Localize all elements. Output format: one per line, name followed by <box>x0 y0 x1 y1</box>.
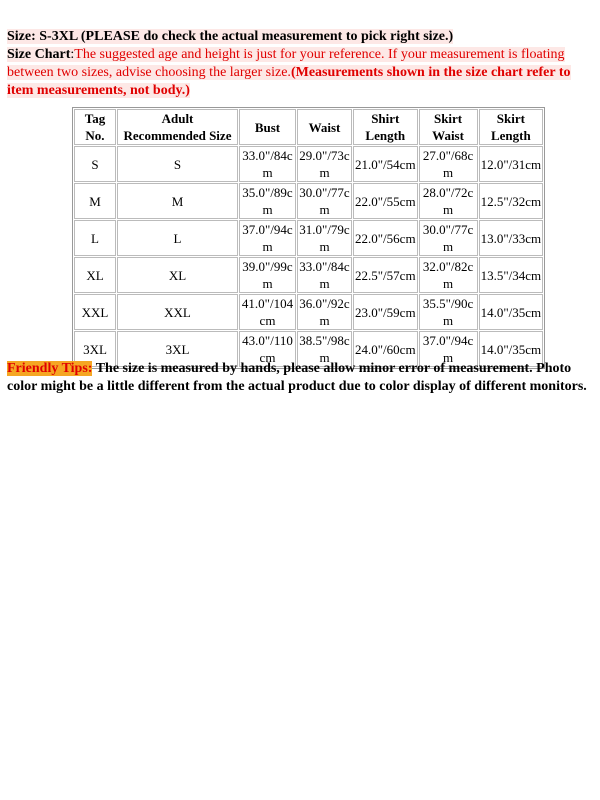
shirt-length-cell: 22.0"/56cm <box>353 220 418 256</box>
bust-cell: 43.0"/110cm <box>239 331 296 367</box>
skirt-waist-cell: 27.0"/68cm <box>419 146 478 182</box>
adult-size-cell: L <box>117 220 238 256</box>
skirt-length-cell: 13.5"/34cm <box>479 257 544 293</box>
size-chart-label: Size Chart <box>7 47 71 62</box>
header-shirt-length: Shirt Length <box>353 109 418 145</box>
adult-size-cell: XL <box>117 257 238 293</box>
skirt-waist-cell: 30.0"/77cm <box>419 220 478 256</box>
waist-cell: 29.0"/73cm <box>297 146 352 182</box>
adult-size-cell: 3XL <box>117 331 238 367</box>
bust-cell: 33.0"/84cm <box>239 146 296 182</box>
bust-cell: 35.0"/89cm <box>239 183 296 219</box>
tag-cell: XL <box>74 257 116 293</box>
bust-cell: 41.0"/104cm <box>239 294 296 330</box>
tag-cell: M <box>74 183 116 219</box>
header-skirt-waist: Skirt Waist <box>419 109 478 145</box>
skirt-length-cell: 13.0"/33cm <box>479 220 544 256</box>
tag-cell: S <box>74 146 116 182</box>
skirt-waist-cell: 28.0"/72cm <box>419 183 478 219</box>
bust-cell: 37.0"/94cm <box>239 220 296 256</box>
shirt-length-cell: 23.0"/59cm <box>353 294 418 330</box>
header-bust: Bust <box>239 109 296 145</box>
skirt-length-cell: 14.0"/35cm <box>479 331 544 367</box>
shirt-length-cell: 21.0"/54cm <box>353 146 418 182</box>
size-chart-note <box>7 46 595 100</box>
table-row <box>74 220 543 256</box>
waist-cell: 31.0"/79cm <box>297 220 352 256</box>
waist-cell: 36.0"/92cm <box>297 294 352 330</box>
size-range-line <box>7 28 453 46</box>
size-range-text: Size: S-3XL (PLEASE do check the actual measurement to pick right size.) <box>7 29 454 44</box>
skirt-length-cell: 12.5"/32cm <box>479 183 544 219</box>
skirt-waist-cell: 37.0"/94cm <box>419 331 478 367</box>
table-header-row <box>74 109 543 145</box>
adult-size-cell: S <box>117 146 238 182</box>
friendly-tips-label: Friendly Tips: <box>7 361 93 376</box>
table-row <box>74 257 543 293</box>
skirt-length-cell: 12.0"/31cm <box>479 146 544 182</box>
size-chart-advice: The suggested age and height is just for your reference. If your measurement is floating between two sizes, advise choosing the larger size. <box>7 47 565 80</box>
tag-cell: XXL <box>74 294 116 330</box>
skirt-length-cell: 14.0"/35cm <box>479 294 544 330</box>
waist-cell: 33.0"/84cm <box>297 257 352 293</box>
shirt-length-cell: 22.0"/55cm <box>353 183 418 219</box>
table-row <box>74 294 543 330</box>
size-chart-table <box>72 107 545 369</box>
shirt-length-cell: 22.5"/57cm <box>353 257 418 293</box>
bust-cell: 39.0"/99cm <box>239 257 296 293</box>
skirt-waist-cell: 32.0"/82cm <box>419 257 478 293</box>
header-skirt-length: Skirt Length <box>479 109 544 145</box>
waist-cell: 38.5"/98cm <box>297 331 352 367</box>
adult-size-cell: M <box>117 183 238 219</box>
header-tag-no: Tag No. <box>74 109 116 145</box>
table-row <box>74 146 543 182</box>
friendly-tips-text: The size is measured by hands, please allow minor error of measurement. Photo color might be a little different from the actual product due to color display of different monitors. <box>7 361 587 394</box>
header-waist: Waist <box>297 109 352 145</box>
tag-cell: L <box>74 220 116 256</box>
size-chart-measurement-note: (Measurements shown in the size chart refer to item measurements, not body.) <box>7 65 571 98</box>
adult-size-cell: XXL <box>117 294 238 330</box>
size-chart-colon: : <box>70 47 75 62</box>
table-row <box>74 183 543 219</box>
shirt-length-cell: 24.0"/60cm <box>353 331 418 367</box>
skirt-waist-cell: 35.5"/90cm <box>419 294 478 330</box>
tag-cell: 3XL <box>74 331 116 367</box>
friendly-tips <box>7 360 595 396</box>
header-adult-size: Adult Recommended Size <box>117 109 238 145</box>
waist-cell: 30.0"/77cm <box>297 183 352 219</box>
